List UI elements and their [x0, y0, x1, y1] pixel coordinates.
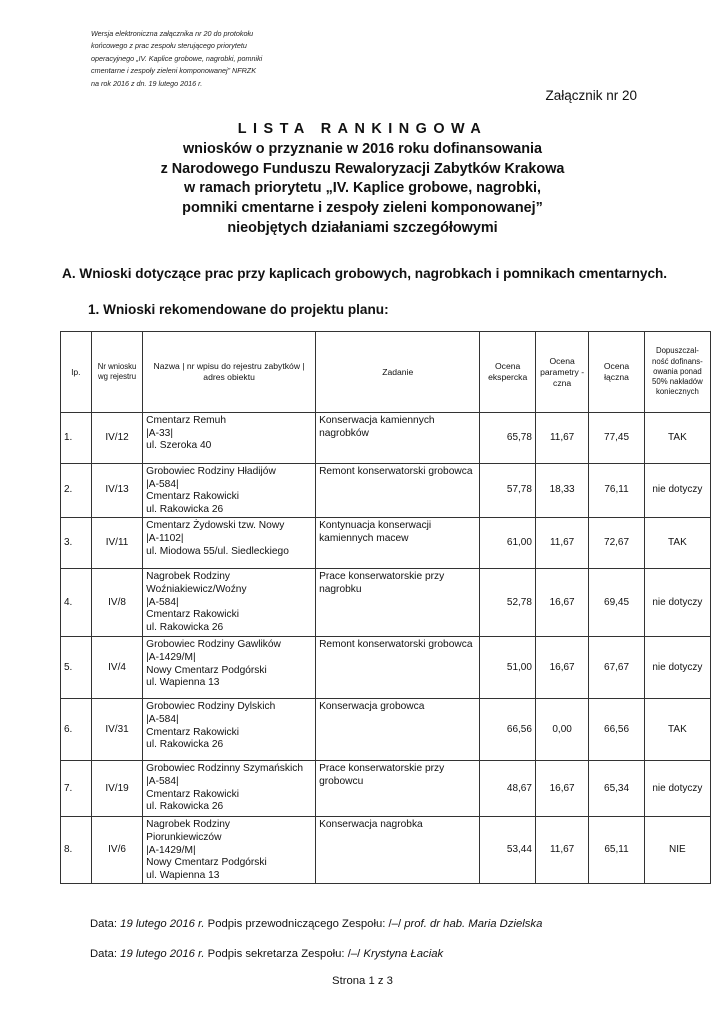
cell-lp: 8.: [61, 817, 92, 884]
cell-name-line: |A-584|: [146, 478, 179, 490]
title-line: wniosków o przyznanie w 2016 roku dofinansowania: [182, 140, 543, 157]
cell-name-line: Cmentarz Rakowicki: [146, 788, 239, 800]
cell-nr: IV/31: [91, 699, 142, 761]
table-row: [61, 637, 711, 699]
cell-name-line: Piorunkiewiczów: [146, 831, 222, 843]
table-header-row: [61, 332, 711, 413]
cell-name-line: Cmentarz Żydowski tzw. Nowy: [146, 520, 285, 532]
table-row: [61, 699, 711, 761]
cell-lp: 7.: [61, 761, 92, 817]
cell-name-line: ul. Miodowa 55/ul. Siedleckiego: [146, 545, 289, 557]
footer-secretary-date: 19 lutego 2016 r.: [120, 948, 205, 960]
cell-nr: IV/19: [91, 761, 142, 817]
cell-name-line: |A-584|: [146, 596, 179, 608]
cell-name-line: Woźniakiewicz/Woźny: [146, 583, 247, 595]
attachment-label: Załącznik nr 20: [545, 88, 637, 103]
cell-nr: IV/12: [91, 413, 142, 464]
footer-secretary-line: [90, 948, 443, 960]
table-row: [61, 761, 711, 817]
title-line: pomniki cmentarne i zespoły zieleni komponowanej”: [182, 200, 543, 217]
cell-nr: IV/8: [91, 569, 142, 637]
cell-task: Konserwacja kamiennych nagrobków: [316, 413, 480, 464]
header-param: Ocena parametry -czna: [535, 332, 588, 413]
cell-expert: 53,44: [480, 817, 536, 884]
cell-nr: IV/6: [91, 817, 142, 884]
cell-param: 16,67: [535, 637, 588, 699]
cell-name-line: |A-584|: [146, 775, 179, 787]
cell-name-line: ul. Wapienna 13: [146, 677, 220, 689]
title-line: nieobjętych działaniami szczegółowymi: [227, 219, 498, 236]
table-row: [61, 817, 711, 884]
section-1-heading: 1. Wnioski rekomendowane do projektu planu:: [88, 302, 389, 317]
cell-total: 77,45: [589, 413, 645, 464]
header-nr: Nr wniosku wg rejestru: [91, 332, 142, 413]
cell-total: 65,11: [589, 817, 645, 884]
cell-param: 18,33: [535, 464, 588, 518]
header-note-line: Wersja elektroniczna załącznika nr 20 do protokołu: [91, 29, 254, 38]
header-admissible: Dopuszczal-ność dofinans-owania ponad 50% nakładów koniecznych: [644, 332, 710, 413]
cell-name-line: Nowy Cmentarz Podgórski: [146, 664, 267, 676]
cell-expert: 66,56: [480, 699, 536, 761]
footer-chair-line: [90, 918, 542, 930]
cell-expert: 61,00: [480, 518, 536, 569]
footer-chair-date: 19 lutego 2016 r.: [120, 918, 205, 930]
cell-name-line: ul. Wapienna 13: [146, 869, 220, 881]
cell-name-line: Grobowiec Rodziny Gawlików: [146, 639, 281, 651]
cell-task: Prace konserwatorskie przy grobowcu: [316, 761, 480, 817]
cell-task: Konserwacja nagrobka: [316, 817, 480, 884]
header-lp: lp.: [61, 332, 92, 413]
cell-admissible: TAK: [644, 518, 710, 569]
cell-param: 11,67: [535, 817, 588, 884]
header-note-line: końcowego z prac zespołu sterującego priorytetu: [91, 41, 247, 51]
table-row: [61, 413, 711, 464]
cell-total: 69,45: [589, 569, 645, 637]
table-row: [61, 464, 711, 518]
cell-admissible: NIE: [644, 817, 710, 884]
footer-secretary-label: Data:: [90, 948, 118, 960]
table-row: [61, 518, 711, 569]
cell-name-line: Cmentarz Rakowicki: [146, 726, 239, 738]
cell-admissible: nie dotyczy: [644, 464, 710, 518]
cell-total: 67,67: [589, 637, 645, 699]
footer-secretary-person: Krystyna Łaciak: [363, 948, 444, 960]
cell-name-line: |A-584|: [146, 713, 179, 725]
cell-name: [143, 518, 316, 569]
cell-name-line: ul. Rakowicka 26: [146, 621, 224, 633]
cell-nr: IV/4: [91, 637, 142, 699]
footer-chair-label: Data:: [90, 918, 118, 930]
cell-name-line: Grobowiec Rodzinny Szymańskich: [146, 763, 303, 775]
cell-name-line: ul. Rakowicka 26: [146, 503, 224, 515]
title-line: z Narodowego Funduszu Rewaloryzacji Zabytków Krakowa: [160, 160, 565, 177]
cell-expert: 51,00: [480, 637, 536, 699]
page-number: Strona 1 z 3: [332, 975, 393, 987]
document-title: [60, 120, 665, 239]
cell-name-line: ul. Rakowicka 26: [146, 739, 224, 751]
cell-admissible: TAK: [644, 699, 710, 761]
cell-param: 11,67: [535, 518, 588, 569]
cell-admissible: nie dotyczy: [644, 637, 710, 699]
cell-name: [143, 817, 316, 884]
cell-name: [143, 637, 316, 699]
cell-admissible: nie dotyczy: [644, 569, 710, 637]
cell-admissible: nie dotyczy: [644, 761, 710, 817]
cell-total: 72,67: [589, 518, 645, 569]
header-note-line: na rok 2016 z dn. 19 lutego 2016 r.: [91, 78, 203, 88]
cell-name-line: Cmentarz Rakowicki: [146, 609, 239, 621]
cell-nr: IV/13: [91, 464, 142, 518]
cell-total: 65,34: [589, 761, 645, 817]
cell-lp: 2.: [61, 464, 92, 518]
header-note-line: cmentarne i zespoły zieleni komponowanej” NFRZK: [91, 66, 256, 76]
cell-lp: 6.: [61, 699, 92, 761]
cell-total: 66,56: [589, 699, 645, 761]
cell-param: 0,00: [535, 699, 588, 761]
cell-lp: 3.: [61, 518, 92, 569]
cell-name-line: ul. Rakowicka 26: [146, 801, 224, 813]
footer-chair-text: Podpis przewodniczącego Zespołu: /–/: [207, 918, 402, 930]
cell-param: 16,67: [535, 569, 588, 637]
cell-expert: 52,78: [480, 569, 536, 637]
cell-total: 76,11: [589, 464, 645, 518]
cell-expert: 65,78: [480, 413, 536, 464]
cell-name-line: Grobowiec Rodziny Hładijów: [146, 466, 276, 477]
cell-name-line: ul. Szeroka 40: [146, 440, 212, 452]
cell-name-line: |A-33|: [146, 427, 173, 439]
cell-param: 16,67: [535, 761, 588, 817]
footer-secretary-text: Podpis sekretarza Zespołu: /–/: [207, 948, 361, 960]
header-name: Nazwa | nr wpisu do rejestru zabytków | adres obiektu: [143, 332, 316, 413]
ranking-table: [60, 331, 711, 884]
cell-name: [143, 569, 316, 637]
cell-name-line: Cmentarz Remuh: [146, 415, 226, 426]
cell-name-line: |A-1102|: [146, 532, 184, 544]
cell-task: Remont konserwatorski grobowca: [316, 464, 480, 518]
cell-name: [143, 464, 316, 518]
cell-name-line: |A-1429/M|: [146, 651, 196, 663]
cell-nr: IV/11: [91, 518, 142, 569]
cell-expert: 48,67: [480, 761, 536, 817]
cell-task: Konserwacja grobowca: [316, 699, 480, 761]
title-line: w ramach priorytetu „IV. Kaplice grobowe, nagrobki,: [184, 180, 541, 197]
cell-lp: 1.: [61, 413, 92, 464]
cell-name: [143, 699, 316, 761]
cell-name-line: Nagrobek Rodziny: [146, 819, 230, 831]
header-total: Ocena łączna: [589, 332, 645, 413]
header-expert: Ocena ekspercka: [480, 332, 536, 413]
cell-name-line: Grobowiec Rodziny Dylskich: [146, 701, 276, 713]
cell-task: Kontynuacja konserwacji kamiennych macew: [316, 518, 480, 569]
header-note-line: operacyjnego „IV. Kaplice grobowe, nagrobki, pomniki: [91, 53, 263, 63]
cell-name: [143, 413, 316, 464]
cell-lp: 4.: [61, 569, 92, 637]
table-row: [61, 569, 711, 637]
cell-task: Prace konserwatorskie przy nagrobku: [316, 569, 480, 637]
cell-expert: 57,78: [480, 464, 536, 518]
cell-name-line: Nagrobek Rodziny: [146, 571, 230, 583]
cell-task: Remont konserwatorski grobowca: [316, 637, 480, 699]
cell-name-line: Nowy Cmentarz Podgórski: [146, 857, 267, 869]
section-a-heading: A. Wnioski dotyczące prac przy kaplicach grobowych, nagrobkach i pomnikach cmentarnych.: [62, 266, 668, 281]
header-note: [91, 28, 301, 90]
cell-admissible: TAK: [644, 413, 710, 464]
cell-name-line: Cmentarz Rakowicki: [146, 491, 239, 503]
cell-param: 11,67: [535, 413, 588, 464]
title-heading: LISTA RANKINGOWA: [237, 121, 488, 137]
header-task: Zadanie: [316, 332, 480, 413]
cell-lp: 5.: [61, 637, 92, 699]
footer-chair-person: prof. dr hab. Maria Dzielska: [404, 918, 543, 930]
cell-name: [143, 761, 316, 817]
cell-name-line: |A-1429/M|: [146, 844, 196, 856]
